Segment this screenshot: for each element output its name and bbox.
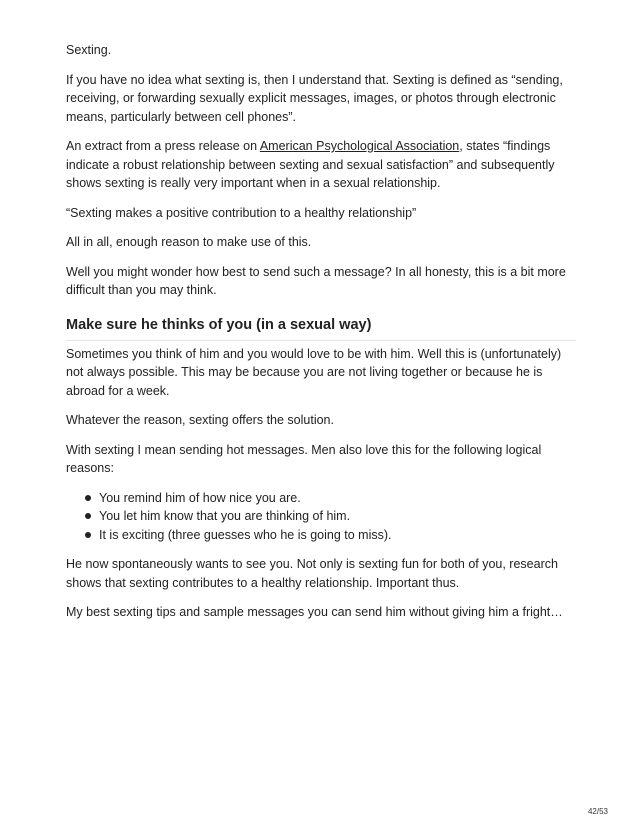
bullet-icon	[85, 495, 91, 501]
paragraph-whatever: Whatever the reason, sexting offers the solution.	[66, 413, 334, 427]
reasons-list	[66, 489, 576, 545]
paragraph-extract	[66, 137, 576, 193]
paragraph-sexting-title: Sexting.	[66, 43, 112, 57]
paragraph-spontaneously: He now spontaneously wants to see you. Not only is sexting fun for both of you, research shows that sexting contributes to a healthy relationship. Important thus.	[66, 557, 558, 590]
paragraph-with-sexting: With sexting I mean sending hot messages. Men also love this for the following logical reasons:	[66, 442, 542, 475]
paragraph-enough-reason: All in all, enough reason to make use of this.	[66, 235, 312, 249]
list-item	[99, 526, 576, 545]
list-item-text: It is exciting (three guesses who he is going to miss).	[99, 527, 392, 542]
paragraph-how-best: Well you might wonder how best to send such a message? In all honesty, this is a bit more difficult than you may think.	[66, 264, 566, 297]
bullet-icon	[85, 532, 91, 538]
bullet-icon	[85, 513, 91, 519]
page-number: 42/53	[587, 807, 608, 816]
paragraph-best-tips: My best sexting tips and sample messages you can send him without giving him a fright…	[66, 605, 563, 619]
list-item-text: You remind him of how nice you are.	[99, 490, 301, 505]
paragraph-definition: If you have no idea what sexting is, then I understand that. Sexting is defined as “sending, receiving, or forwarding sexually explicit messages, images, or photos through electronic means, particularly between cell phones”.	[66, 72, 563, 124]
section-heading-wrap	[66, 315, 576, 341]
list-item	[99, 489, 576, 508]
section-heading: Make sure he thinks of you (in a sexual way)	[66, 315, 576, 341]
document-body	[66, 41, 576, 633]
apa-link[interactable]: American Psychological Association	[259, 139, 460, 153]
list-item-text: You let him know that you are thinking of him.	[99, 509, 351, 523]
extract-prefix: An extract from a press release on	[66, 139, 260, 153]
list-item	[99, 507, 576, 526]
paragraph-quote: “Sexting makes a positive contribution to a healthy relationship”	[66, 205, 417, 220]
paragraph-sometimes: Sometimes you think of him and you would love to be with him. Well this is (unfortunately) not always possible. This may be because you are not living together or because he is abroad for a week.	[66, 346, 562, 398]
extract-suffix: , states “findings indicate a robust relationship between sexting and sexual satisfaction” and subsequently shows sexting is really very important when in a sexual relationship.	[66, 139, 555, 190]
